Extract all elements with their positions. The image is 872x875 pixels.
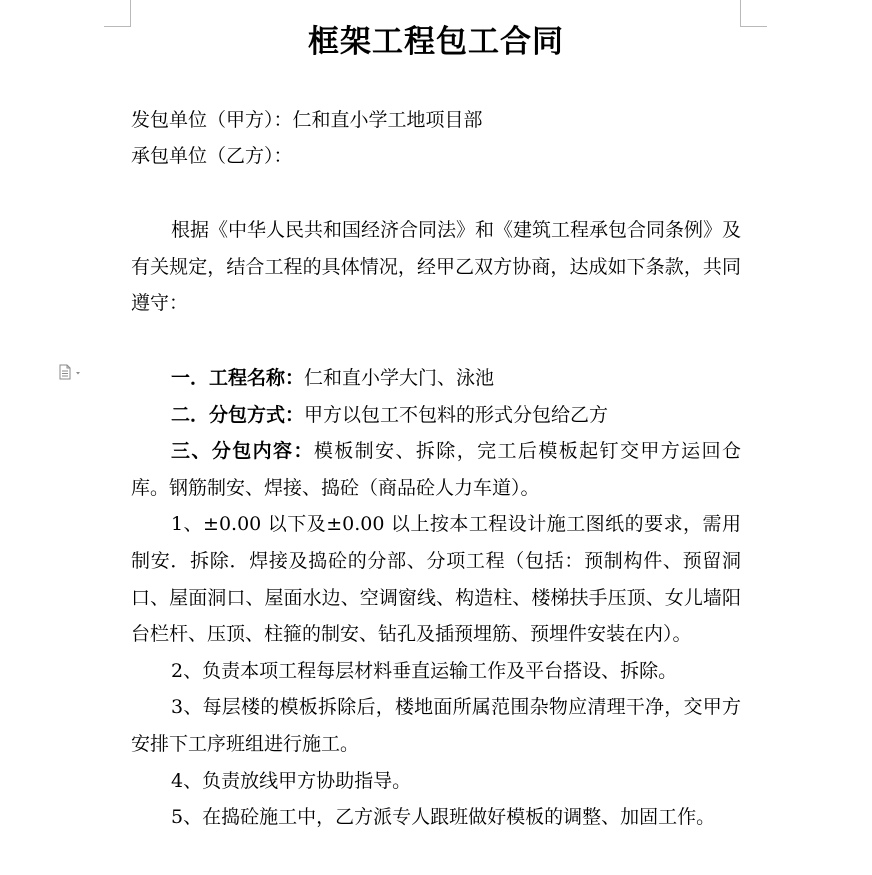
list-item: 4、负责放线甲方协助指导。: [171, 769, 412, 792]
list-item: 2、负责本项工程每层材料垂直运输工作及平台搭设、拆除。: [171, 659, 678, 682]
clause-text: 甲方以包工不包料的形式分包给乙方: [304, 403, 609, 426]
intro-paragraph: 根据《中华人民共和国经济合同法》和《建筑工程承包合同条例》及有关规定，结合工程的具体情况，经甲乙双方协商，达成如下条款，共同遵守：: [131, 219, 742, 315]
party-b-line: [131, 138, 293, 174]
document-icon[interactable]: [58, 364, 86, 380]
party-b-label: 承包单位（乙方）：: [131, 145, 293, 167]
clause-project-name: [131, 360, 741, 397]
party-a-value: 仁和直小学工地项目部: [292, 109, 483, 131]
clause-heading: 一．工程名称：: [171, 367, 305, 389]
list-item: 1、±0.00 以下及±0.00 以上按本工程设计施工图纸的要求，需用制安．拆除．焊接及捣砼的分部、分项工程（包括：预制构件、预留洞口、屋面洞口、屋面水边、空调窗线、构造柱、楼梯扶手压顶、女儿墙阳台栏杆、压顶、柱箍的制安、钻孔及插预埋筋、预埋件安装在内）。: [131, 513, 741, 646]
list-item: 3、每层楼的模板拆除后，楼地面所属范围杂物应清理干净，交甲方安排下工序班组进行施工。: [131, 696, 741, 755]
clause-heading: 二．分包方式：: [171, 403, 305, 426]
list-item: 5、在捣砼施工中，乙方派专人跟班做好模板的调整、加固工作。: [171, 806, 716, 829]
party-a-line: [131, 102, 483, 138]
clause-text: 模板制安、拆除，完工后模板起钉交甲方运回仓库。钢筋制安、焊接、捣砼（商品砼人力车道）。: [131, 440, 741, 499]
clause-subcontract-method: [131, 397, 741, 434]
clause-text: 仁和直小学大门、泳池: [304, 367, 495, 389]
clauses-body: [131, 360, 741, 836]
clause-heading: 三、分包内容：: [171, 440, 314, 463]
document-title: 框架工程包工合同: [308, 24, 564, 60]
clause-subcontract-content: [131, 433, 741, 506]
party-a-label: 发包单位（甲方）：: [131, 109, 293, 131]
